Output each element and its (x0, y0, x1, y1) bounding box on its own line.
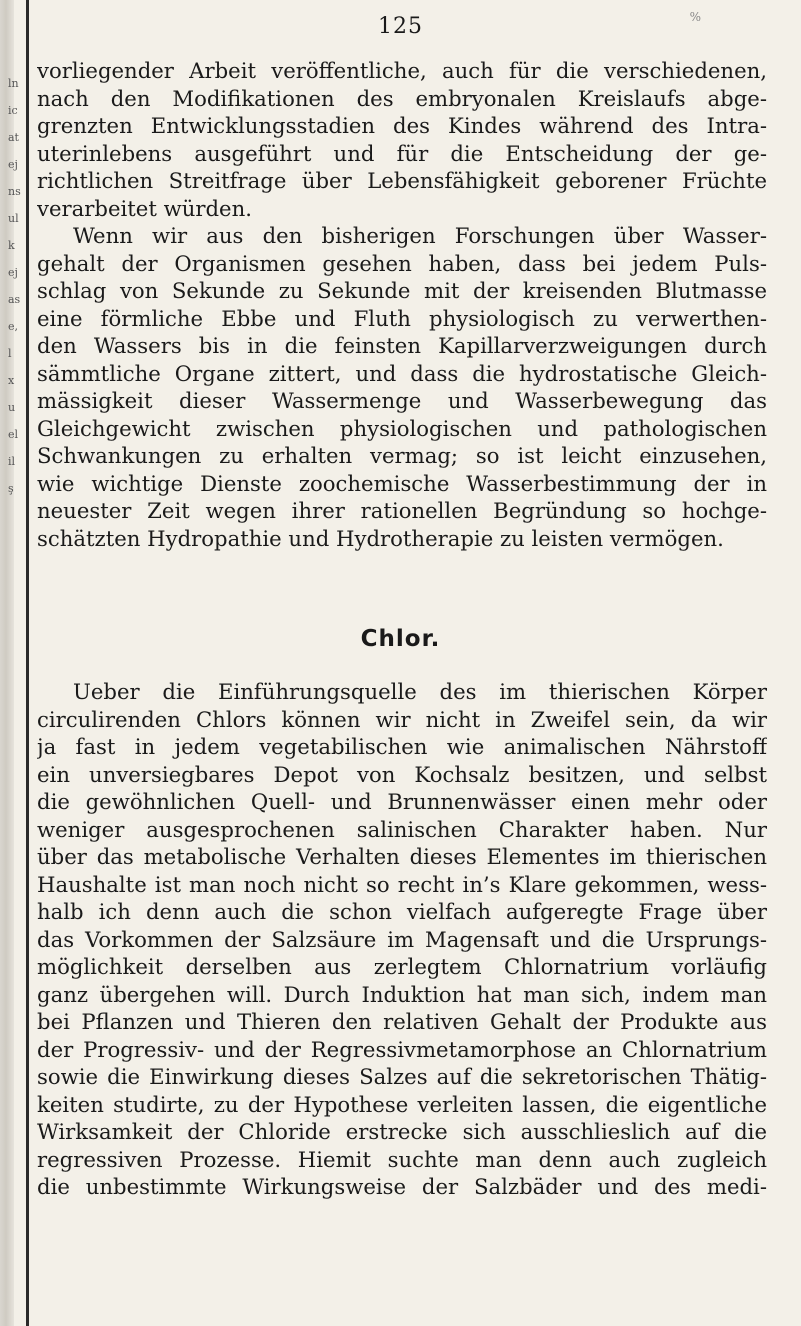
text-line: wie wichtige Dienste zoochemische Wasserbestimmung der in (37, 470, 767, 496)
text-line: schätzten Hydropathie und Hydrotherapie zu leisten vermögen. (37, 525, 724, 551)
margin-mark: il (8, 455, 16, 468)
text-line: schlag von Sekunde zu Sekunde mit der kreisenden Blutmasse (37, 278, 767, 303)
text-line: verarbeitet würden. (37, 195, 252, 221)
text-line: Gleichgewicht zwischen physiologischen und pathologischen (37, 415, 767, 441)
margin-mark: ul (8, 212, 19, 225)
text-line: Ueber die Einführungsquelle des im thierischen Körper (73, 679, 767, 704)
paragraph-chlorine (37, 678, 767, 1201)
margin-mark: as (8, 293, 21, 306)
text-line: der Progressiv- und der Regressivmetamorphose an Chlornatrium (37, 1036, 767, 1062)
text-line: mässigkeit dieser Wassermenge und Wasserbewegung das (37, 388, 767, 413)
text-line: ja fast in jedem vegetabilischen wie animalischen Nährstoff (37, 734, 767, 759)
text-line: Wirksamkeit der Chloride erstrecke sich ausschlieslich auf die (37, 1119, 767, 1144)
page-number: 125 (378, 14, 423, 39)
text-line: das Vorkommen der Salzsäure im Magensaft und die Ursprungs- (37, 926, 767, 952)
text-line: ganz übergehen will. Durch Induktion hat man sich, indem man (37, 981, 767, 1007)
text-line: circulirenden Chlors können wir nicht in Zweifel sein, da wir (37, 706, 767, 732)
text-line: über das metabolische Verhalten dieses Elementes im thierischen (37, 844, 767, 869)
text-line: grenzten Entwicklungsstadien des Kindes während des Intra- (37, 113, 767, 138)
text-line: Haushalte ist man noch nicht so recht in’s Klare gekommen, wess- (37, 871, 767, 897)
text-line: weniger ausgesprochenen salinischen Charakter haben. Nur (37, 816, 767, 842)
text-line: die gewöhnlichen Quell- und Brunnenwässer einen mehr oder (37, 789, 767, 814)
text-line: neuester Zeit wegen ihrer rationellen Begründung so hochge- (37, 498, 767, 523)
text-line: keiten studirte, zu der Hypothese verleiten lassen, die eigentliche (37, 1091, 767, 1117)
text-line: die unbestimmte Wirkungsweise der Salzbäder und des medi- (37, 1174, 767, 1199)
text-line: Wenn wir aus den bisherigen Forschungen über Wasser- (73, 223, 767, 248)
section-heading: Chlor. (360, 626, 441, 652)
margin-mark: ic (8, 104, 18, 117)
margin-mark: x (8, 374, 15, 387)
text-line: sowie die Einwirkung dieses Salzes auf die sekretorischen Thätig- (37, 1064, 767, 1089)
margin-mark: e, (8, 320, 19, 333)
text-line: eine förmliche Ebbe und Fluth physiologisch zu verwerthen- (37, 305, 767, 331)
margin-mark: ş (8, 482, 14, 495)
binding-rule (26, 0, 29, 1326)
margin-mark: el (8, 428, 19, 441)
margin-mark: k (8, 239, 15, 252)
text-line: richtlichen Streitfrage über Lebensfähigkeit geborener Früchte (37, 168, 767, 193)
paragraphs-water-content (37, 57, 767, 552)
margin-mark: u (8, 401, 16, 414)
text-line: halb ich denn auch die schon vielfach aufgeregte Frage über (37, 899, 767, 924)
text-line: gehalt der Organismen gesehen haben, dass bei jedem Puls- (37, 250, 767, 276)
text-line: regressiven Prozesse. Hiemit suchte man denn auch zugleich (37, 1146, 767, 1172)
text-line: sämmtliche Organe zittert, und dass die hydrostatische Gleich- (37, 360, 767, 386)
text-line: uterinlebens ausgeführt und für die Entscheidung der ge- (37, 140, 767, 166)
text-line: möglichkeit derselben aus zerlegtem Chlornatrium vorläufig (37, 954, 767, 979)
margin-mark: ej (8, 158, 18, 171)
margin-marks (8, 70, 24, 630)
margin-mark: l (8, 347, 12, 360)
text-line: Schwankungen zu erhalten vermag; so ist leicht einzusehen, (37, 443, 767, 468)
margin-mark: ej (8, 266, 18, 279)
text-line: nach den Modifikationen des embryonalen Kreislaufs abge- (37, 85, 767, 111)
text-line: den Wassers bis in die feinsten Kapillarverzweigungen durch (37, 333, 767, 358)
corner-mark: % (689, 10, 701, 24)
margin-mark: ns (8, 185, 21, 198)
text-line: ein unversiegbares Depot von Kochsalz besitzen, und selbst (37, 761, 767, 787)
margin-mark: at (8, 131, 19, 144)
margin-mark: ln (8, 77, 19, 90)
text-line: vorliegender Arbeit veröffentliche, auch für die verschiedenen, (37, 58, 767, 83)
text-line: bei Pflanzen und Thieren den relativen Gehalt der Produkte aus (37, 1009, 767, 1034)
